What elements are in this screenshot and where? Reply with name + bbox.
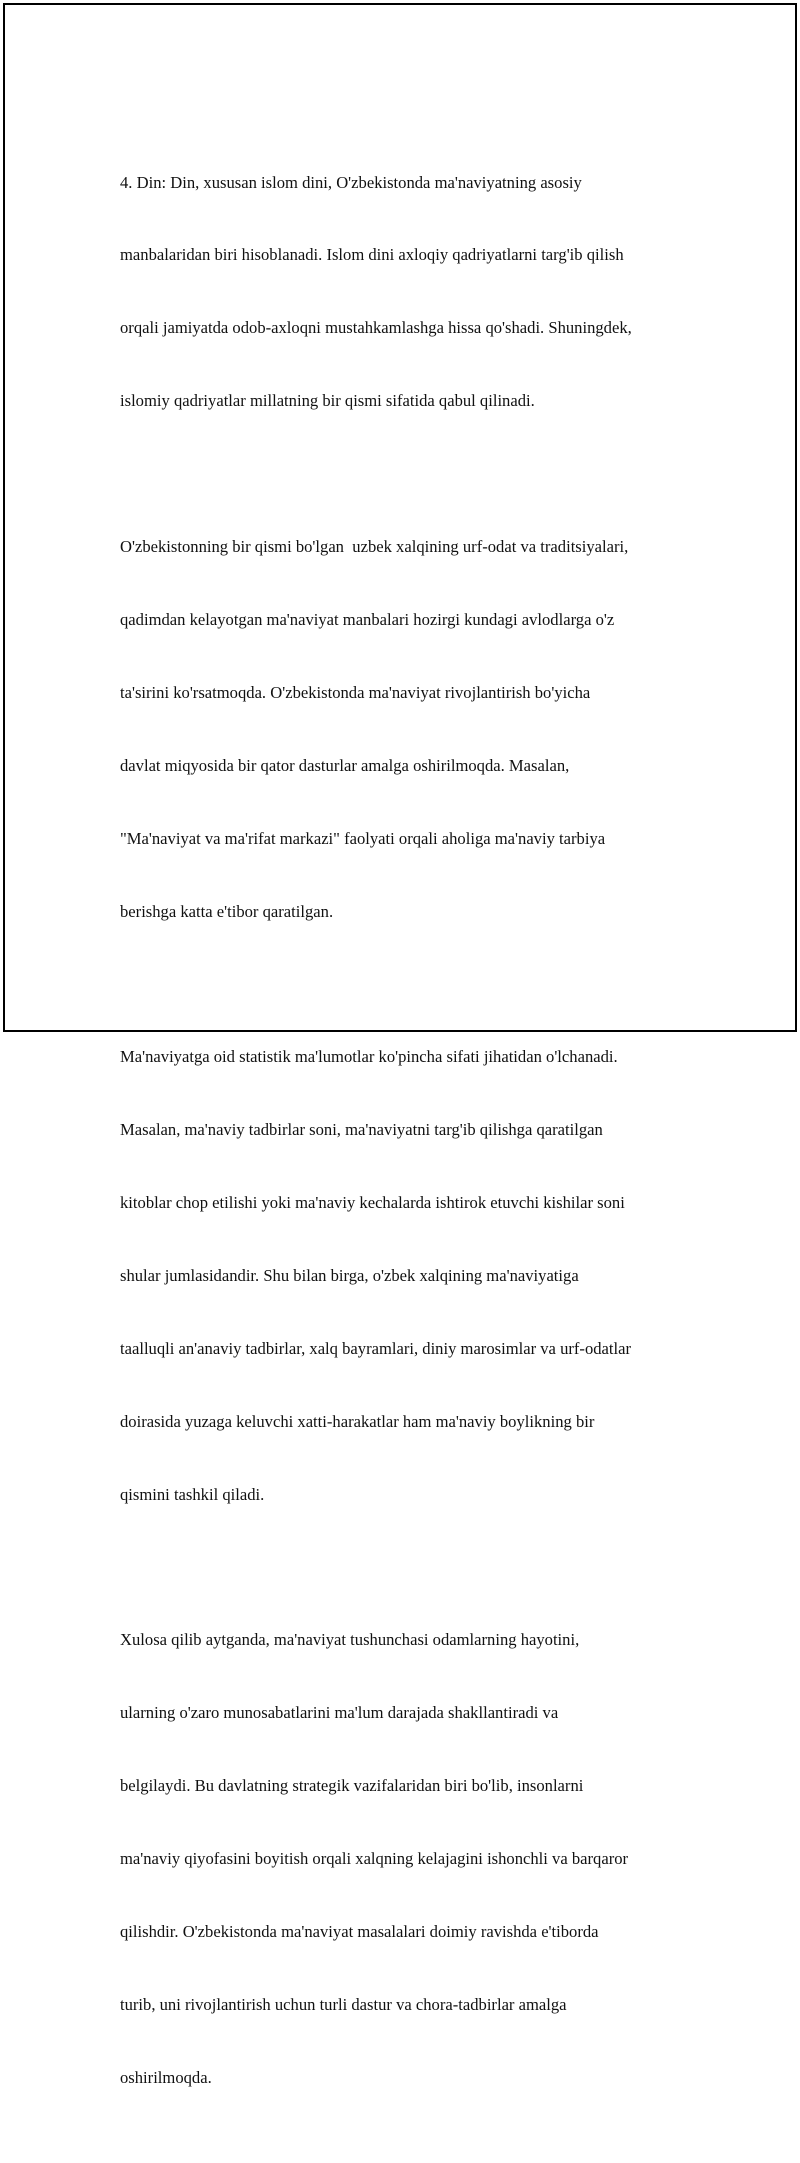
- text-line: qismini tashkil qiladi.: [120, 1484, 265, 1504]
- text-line: doirasida yuzaga keluvchi xatti-harakatlar ham ma'naviy boylikning bir: [120, 1411, 595, 1431]
- paragraph-traditions: [120, 486, 705, 972]
- paragraph-statistics: [120, 997, 705, 1556]
- text-line: manbalaridan biri hisoblanadi. Islom dini axloqiy qadriyatlarni targ'ib qilish: [120, 245, 624, 265]
- text-line: qilishdir. O'zbekistonda ma'naviyat masalalari doimiy ravishda e'tiborda: [120, 1921, 599, 1941]
- text-line: oshirilmoqda.: [120, 2067, 212, 2087]
- text-line: Ma'naviyatga oid statistik ma'lumotlar ko'pincha sifati jihatidan o'lchanadi.: [120, 1047, 618, 1067]
- text-line: 4. Din: Din, xususan islom dini, O'zbekistonda ma'naviyatning asosiy: [120, 172, 582, 192]
- paragraph-conclusion: [120, 1580, 705, 2139]
- text-line: O'zbekistonning bir qismi bo'lgan uzbek xalqining urf-odat va traditsiyalari,: [120, 537, 629, 557]
- text-line: kitoblar chop etilishi yoki ma'naviy kechalarda ishtirok etuvchi kishilar soni: [120, 1193, 625, 1213]
- text-line: berishga katta e'tibor qaratilgan.: [120, 901, 334, 921]
- paragraph-din: [120, 122, 705, 462]
- text-line: shular jumlasidandir. Shu bilan birga, o'zbek xalqining ma'naviyatiga: [120, 1265, 579, 1285]
- text-line: "Ma'naviyat va ma'rifat markazi" faolyati orqali aholiga ma'naviy tarbiya: [120, 828, 606, 848]
- document-body: [120, 122, 705, 2163]
- text-line: davlat miqyosida bir qator dasturlar amalga oshirilmoqda. Masalan,: [120, 755, 570, 775]
- text-line: Masalan, ma'naviy tadbirlar soni, ma'naviyatni targ'ib qilishga qaratilgan: [120, 1120, 603, 1140]
- text-line: taalluqli an'anaviy tadbirlar, xalq bayramlari, diniy marosimlar va urf-odatlar: [120, 1338, 632, 1358]
- text-line: belgilaydi. Bu davlatning strategik vazifalaridan biri bo'lib, insonlarni: [120, 1776, 584, 1796]
- page-frame: [3, 3, 797, 2087]
- text-line: Xulosa qilib aytganda, ma'naviyat tushunchasi odamlarning hayotini,: [120, 1630, 580, 1650]
- text-line: turib, uni rivojlantirish uchun turli dastur va chora-tadbirlar amalga: [120, 1994, 567, 2014]
- text-line: qadimdan kelayotgan ma'naviyat manbalari hozirgi kundagi avlodlarga o'z: [120, 609, 615, 629]
- text-line: ta'sirini ko'rsatmoqda. O'zbekistonda ma'naviyat rivojlantirish bo'yicha: [120, 682, 591, 702]
- text-line: ularning o'zaro munosabatlarini ma'lum darajada shakllantiradi va: [120, 1703, 559, 1723]
- text-line: islomiy qadriyatlar millatning bir qismi sifatida qabul qilinadi.: [120, 391, 535, 411]
- text-line: ma'naviy qiyofasini boyitish orqali xalqning kelajagini ishonchli va barqaror: [120, 1849, 629, 1869]
- text-line: orqali jamiyatda odob-axloqni mustahkamlashga hissa qo'shadi. Shuningdek,: [120, 318, 632, 338]
